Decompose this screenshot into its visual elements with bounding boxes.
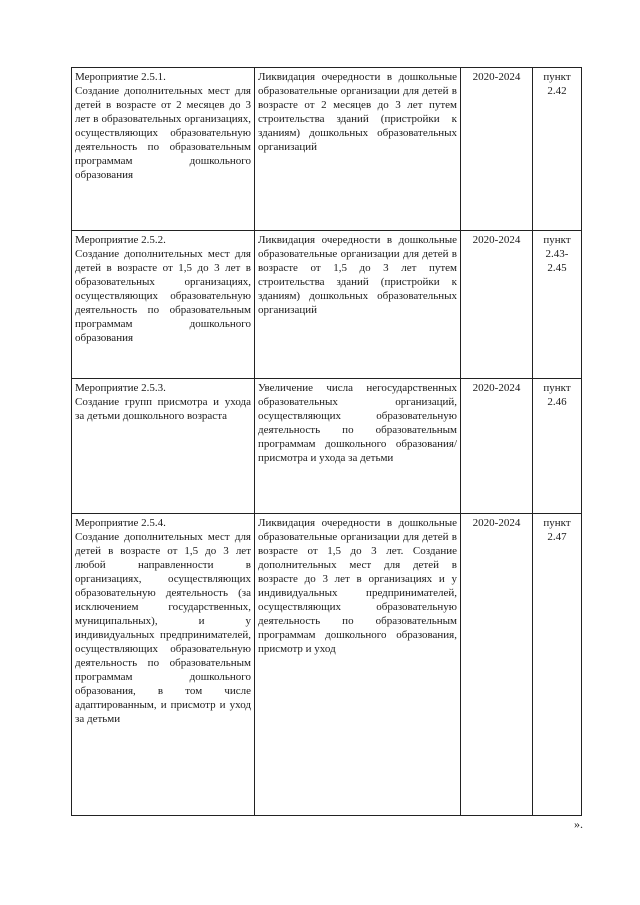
reference-value: 2.47 [547,531,567,543]
measure-cell [72,68,255,231]
measure-title: Мероприятие 2.5.3. [75,382,166,394]
result-cell: Увеличение числа негосударственных образовательных организаций, осуществляющих образовательную деятельность по образовательным программам дошкольного образования/присмотра и ухода за детьми [255,379,461,514]
measure-title: Мероприятие 2.5.2. [75,234,166,246]
measure-title: Мероприятие 2.5.4. [75,517,166,529]
reference-cell [533,68,582,231]
reference-label: пункт [543,71,571,83]
measures-table [71,67,582,816]
reference-value: 2.46 [547,396,567,408]
period-cell: 2020-2024 [461,514,533,816]
measure-cell [72,231,255,379]
table-row [72,68,582,231]
reference-cell [533,514,582,816]
measure-cell [72,379,255,514]
measure-description: Создание дополнительных мест для детей в возрасте от 1,5 до 3 лет в образовательных организациях, осуществляющих образовательную деятельность по образовательным программам дошкольного образования [75,248,251,344]
measure-title: Мероприятие 2.5.1. [75,71,166,83]
table-row [72,514,582,816]
table-row [72,379,582,514]
reference-cell [533,379,582,514]
measure-description: Создание дополнительных мест для детей в возрасте от 2 месяцев до 3 лет в образовательных организациях, осуществляющих образовательную деятельность по образовательным программам дошкольного образования [75,85,251,181]
result-cell: Ликвидация очередности в дошкольные образовательные организации для детей в возрасте от 1,5 до 3 лет путем строительства зданий (пристройки к зданиям) дошкольных образовательных организаций [255,231,461,379]
period-cell: 2020-2024 [461,231,533,379]
reference-value: 2.43-2.45 [545,248,569,274]
result-cell: Ликвидация очередности в дошкольные образовательные организации для детей в возрасте от 1,5 до 3 лет. Создание дополнительных мест для детей в возрасте до 3 лет в организациях и у индивидуальных предпринимателей, осуществляющих образовательную деятельность по образовательным программам дошкольного образования, присмотр и уход [255,514,461,816]
reference-label: пункт [543,382,571,394]
measure-description: Создание дополнительных мест для детей в возрасте от 1,5 до 3 лет любой направленности в организациях, осуществляющих образовательную деятельность (за исключением государственных, муниципальных), и у индивидуальных предпринимателей, осуществляющих образовательную деятельность по образовательным программам дошкольного образования, в том числе адаптированным, и присмотр и уход за детьми [75,531,251,725]
reference-value: 2.42 [547,85,567,97]
measure-description: Создание групп присмотра и ухода за детьми дошкольного возраста [75,396,251,422]
closing-quote-mark: ». [574,817,583,831]
reference-cell [533,231,582,379]
period-cell: 2020-2024 [461,68,533,231]
table-row [72,231,582,379]
reference-label: пункт [543,517,571,529]
reference-label: пункт [543,234,571,246]
period-cell: 2020-2024 [461,379,533,514]
measure-cell [72,514,255,816]
result-cell: Ликвидация очередности в дошкольные образовательные организации для детей в возрасте от 2 месяцев до 3 лет путем строительства зданий (пристройки к зданиям) дошкольных образовательных организаций [255,68,461,231]
